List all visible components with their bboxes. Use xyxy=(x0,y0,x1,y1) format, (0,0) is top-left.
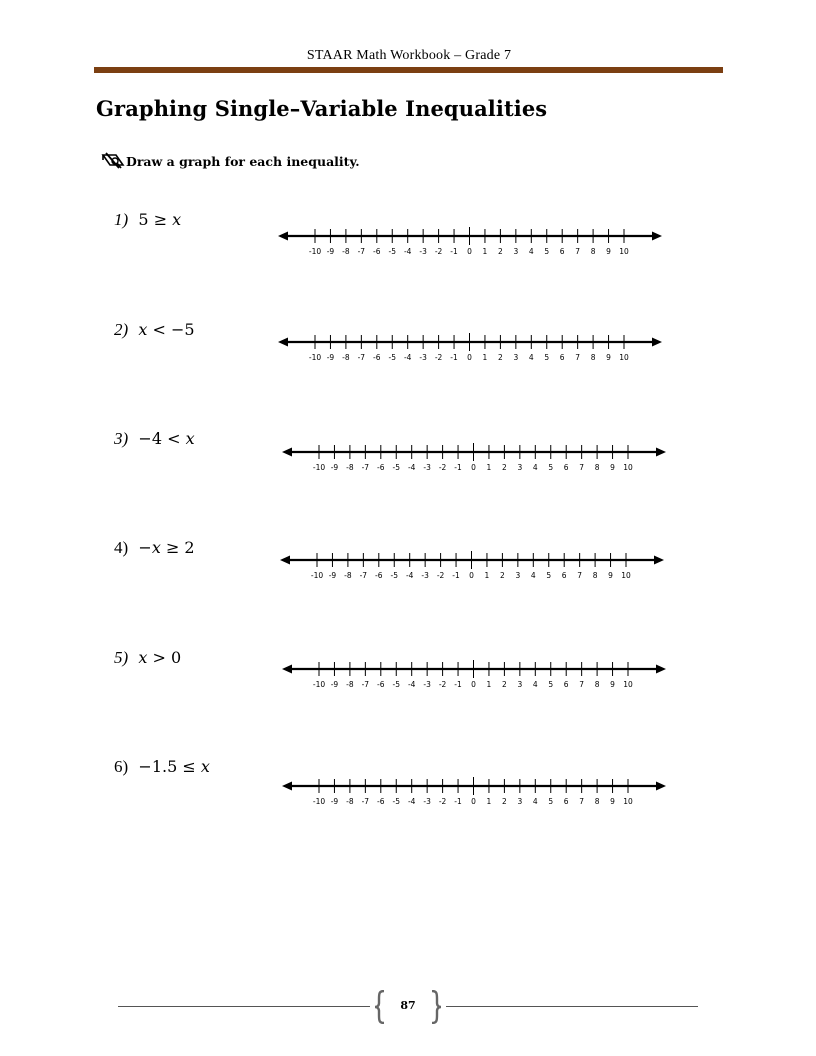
tick-label: 0 xyxy=(467,353,472,362)
tick-label: 0 xyxy=(469,571,474,580)
tick-label: 1 xyxy=(486,463,492,472)
tick-label: -8 xyxy=(342,353,350,362)
tick-label: 0 xyxy=(467,247,472,256)
tick-label: 7 xyxy=(577,571,583,580)
tick-label: -2 xyxy=(438,680,447,689)
left-brace xyxy=(374,990,386,1024)
tick-label: 8 xyxy=(594,463,600,472)
tick-label: -8 xyxy=(346,680,354,689)
left-arrowhead xyxy=(280,556,290,565)
number-line-4[interactable] xyxy=(280,546,666,586)
tick-label: -4 xyxy=(405,571,414,580)
tick-label: 3 xyxy=(517,797,523,806)
tick-label: -1 xyxy=(454,463,462,472)
tick-label: 3 xyxy=(515,571,521,580)
tick-label: 9 xyxy=(606,247,611,256)
tick-label: -2 xyxy=(438,463,447,472)
tick-label: -10 xyxy=(308,353,322,362)
problem-5 xyxy=(114,648,181,668)
tick-label: 7 xyxy=(579,797,585,806)
number-line-3[interactable] xyxy=(282,438,668,478)
tick-label: -3 xyxy=(421,571,429,580)
tick-label: -7 xyxy=(361,463,370,472)
tick-label: 1 xyxy=(486,680,492,689)
problem-expression: 𝑥 < −5 xyxy=(138,320,195,339)
tick-label: 9 xyxy=(610,797,615,806)
tick-label: -3 xyxy=(423,797,431,806)
tick-label: -1 xyxy=(452,571,460,580)
tick-label: -4 xyxy=(407,797,416,806)
page-number: 87 xyxy=(400,999,416,1012)
tick-label: -9 xyxy=(330,797,339,806)
workbook-header: STAAR Math Workbook – Grade 7 xyxy=(306,48,512,63)
tick-label: 9 xyxy=(610,463,615,472)
tick-label: 8 xyxy=(590,353,596,362)
right-arrowhead xyxy=(656,665,666,674)
tick-label: -1 xyxy=(454,797,462,806)
right-arrowhead xyxy=(656,448,666,457)
tick-label: 2 xyxy=(502,463,507,472)
left-arrowhead xyxy=(282,448,292,457)
tick-label: -2 xyxy=(436,571,445,580)
tick-label: 1 xyxy=(482,247,488,256)
tick-label: -7 xyxy=(361,797,370,806)
tick-label: -8 xyxy=(344,571,352,580)
tick-label: 10 xyxy=(623,680,633,689)
tick-label: 4 xyxy=(528,247,534,256)
tick-label: 6 xyxy=(563,463,569,472)
tick-label: -10 xyxy=(312,797,326,806)
problem-expression: 𝑥 > 0 xyxy=(138,648,182,667)
problem-number: 2) xyxy=(114,320,129,339)
tick-label: 2 xyxy=(498,247,503,256)
tick-label: 10 xyxy=(619,247,629,256)
number-line-6[interactable] xyxy=(282,772,668,812)
tick-label: -9 xyxy=(326,247,335,256)
tick-label: -5 xyxy=(392,680,400,689)
problem-number: 1) xyxy=(114,210,129,229)
tick-label: -9 xyxy=(328,571,337,580)
tick-label: -4 xyxy=(403,247,412,256)
tick-label: -2 xyxy=(434,247,443,256)
tick-label: -3 xyxy=(423,680,431,689)
right-arrowhead xyxy=(652,232,662,241)
tick-label: -1 xyxy=(450,353,458,362)
problem-number: 5) xyxy=(114,648,129,667)
problem-number: 6) xyxy=(114,757,129,776)
tick-label: 6 xyxy=(563,797,569,806)
number-line-2[interactable] xyxy=(278,328,664,368)
number-line-5[interactable] xyxy=(282,655,668,695)
tick-label: 10 xyxy=(623,463,633,472)
tick-label: 2 xyxy=(502,797,507,806)
pencil-icon xyxy=(101,151,125,171)
tick-label: 1 xyxy=(484,571,490,580)
header-rule xyxy=(94,67,723,73)
tick-label: 8 xyxy=(592,571,598,580)
tick-label: -10 xyxy=(312,680,326,689)
problem-2 xyxy=(114,320,195,340)
left-arrowhead xyxy=(282,665,292,674)
tick-label: -10 xyxy=(312,463,326,472)
tick-label: -5 xyxy=(392,797,400,806)
tick-label: -7 xyxy=(357,353,366,362)
problem-expression: −1.5 ≤ 𝑥 xyxy=(138,757,210,776)
tick-label: 3 xyxy=(513,247,519,256)
tick-label: 9 xyxy=(606,353,611,362)
problem-1 xyxy=(114,210,181,230)
tick-label: 2 xyxy=(498,353,503,362)
tick-label: 4 xyxy=(528,353,534,362)
tick-label: -3 xyxy=(423,463,431,472)
tick-label: -5 xyxy=(392,463,400,472)
left-arrowhead xyxy=(282,782,292,791)
tick-label: 5 xyxy=(548,680,554,689)
left-arrowhead xyxy=(278,338,288,347)
tick-label: -7 xyxy=(361,680,370,689)
tick-label: 1 xyxy=(486,797,492,806)
instruction xyxy=(101,150,360,172)
tick-label: -1 xyxy=(454,680,462,689)
tick-label: -5 xyxy=(390,571,398,580)
tick-label: 6 xyxy=(563,680,569,689)
tick-label: -3 xyxy=(419,353,427,362)
right-brace xyxy=(430,990,442,1024)
footer-rule-right xyxy=(446,1006,698,1007)
problem-3 xyxy=(114,429,195,449)
tick-label: -6 xyxy=(373,247,381,256)
tick-label: 10 xyxy=(623,797,633,806)
tick-label: -6 xyxy=(375,571,383,580)
problem-number: 4) xyxy=(114,538,129,557)
tick-label: 1 xyxy=(482,353,488,362)
tick-label: 5 xyxy=(548,463,554,472)
instruction-text: Draw a graph for each inequality. xyxy=(126,153,360,169)
problem-expression: 5 ≥ 𝑥 xyxy=(138,210,182,229)
tick-label: 7 xyxy=(579,680,585,689)
tick-label: -9 xyxy=(330,680,339,689)
problem-6 xyxy=(114,757,210,777)
tick-label: -8 xyxy=(346,463,354,472)
tick-label: 7 xyxy=(575,247,581,256)
tick-label: -2 xyxy=(438,797,447,806)
tick-label: 9 xyxy=(608,571,613,580)
tick-label: 3 xyxy=(517,463,523,472)
tick-label: 4 xyxy=(532,463,538,472)
tick-label: -8 xyxy=(342,247,350,256)
footer-rule-left xyxy=(118,1006,370,1007)
number-line-1[interactable] xyxy=(278,222,664,262)
tick-label: 4 xyxy=(532,797,538,806)
tick-label: 5 xyxy=(548,797,554,806)
tick-label: -7 xyxy=(359,571,368,580)
tick-label: 7 xyxy=(575,353,581,362)
problem-expression: −𝑥 ≥ 2 xyxy=(138,538,195,557)
tick-label: -9 xyxy=(330,463,339,472)
tick-label: 10 xyxy=(621,571,631,580)
tick-label: -5 xyxy=(388,353,396,362)
tick-label: -2 xyxy=(434,353,443,362)
tick-label: -6 xyxy=(377,463,385,472)
tick-label: 0 xyxy=(471,797,476,806)
tick-label: 6 xyxy=(559,353,565,362)
tick-label: 7 xyxy=(579,463,585,472)
problem-number: 3) xyxy=(114,429,129,448)
tick-label: 8 xyxy=(590,247,596,256)
problem-4 xyxy=(114,538,195,558)
tick-label: -10 xyxy=(310,571,324,580)
page-title: Graphing Single–Variable Inequalities xyxy=(96,96,548,121)
right-arrowhead xyxy=(656,782,666,791)
tick-label: -3 xyxy=(419,247,427,256)
tick-label: 0 xyxy=(471,680,476,689)
tick-label: 4 xyxy=(532,680,538,689)
tick-label: -9 xyxy=(326,353,335,362)
tick-label: 9 xyxy=(610,680,615,689)
tick-label: 2 xyxy=(502,680,507,689)
tick-label: 3 xyxy=(517,680,523,689)
tick-label: -7 xyxy=(357,247,366,256)
tick-label: 6 xyxy=(559,247,565,256)
tick-label: -6 xyxy=(373,353,381,362)
tick-label: 5 xyxy=(546,571,552,580)
tick-label: -4 xyxy=(403,353,412,362)
tick-label: 5 xyxy=(544,247,550,256)
tick-label: 8 xyxy=(594,797,600,806)
tick-label: -6 xyxy=(377,680,385,689)
left-arrowhead xyxy=(278,232,288,241)
tick-label: 3 xyxy=(513,353,519,362)
tick-label: -6 xyxy=(377,797,385,806)
tick-label: -10 xyxy=(308,247,322,256)
tick-label: 0 xyxy=(471,463,476,472)
tick-label: 5 xyxy=(544,353,550,362)
tick-label: -8 xyxy=(346,797,354,806)
tick-label: -5 xyxy=(388,247,396,256)
right-arrowhead xyxy=(654,556,664,565)
tick-label: -4 xyxy=(407,463,416,472)
tick-label: -1 xyxy=(450,247,458,256)
tick-label: 8 xyxy=(594,680,600,689)
tick-label: 10 xyxy=(619,353,629,362)
right-arrowhead xyxy=(652,338,662,347)
problem-expression: −4 < 𝑥 xyxy=(138,429,195,448)
tick-label: 6 xyxy=(561,571,567,580)
tick-label: 2 xyxy=(500,571,505,580)
tick-label: -4 xyxy=(407,680,416,689)
tick-label: 4 xyxy=(530,571,536,580)
